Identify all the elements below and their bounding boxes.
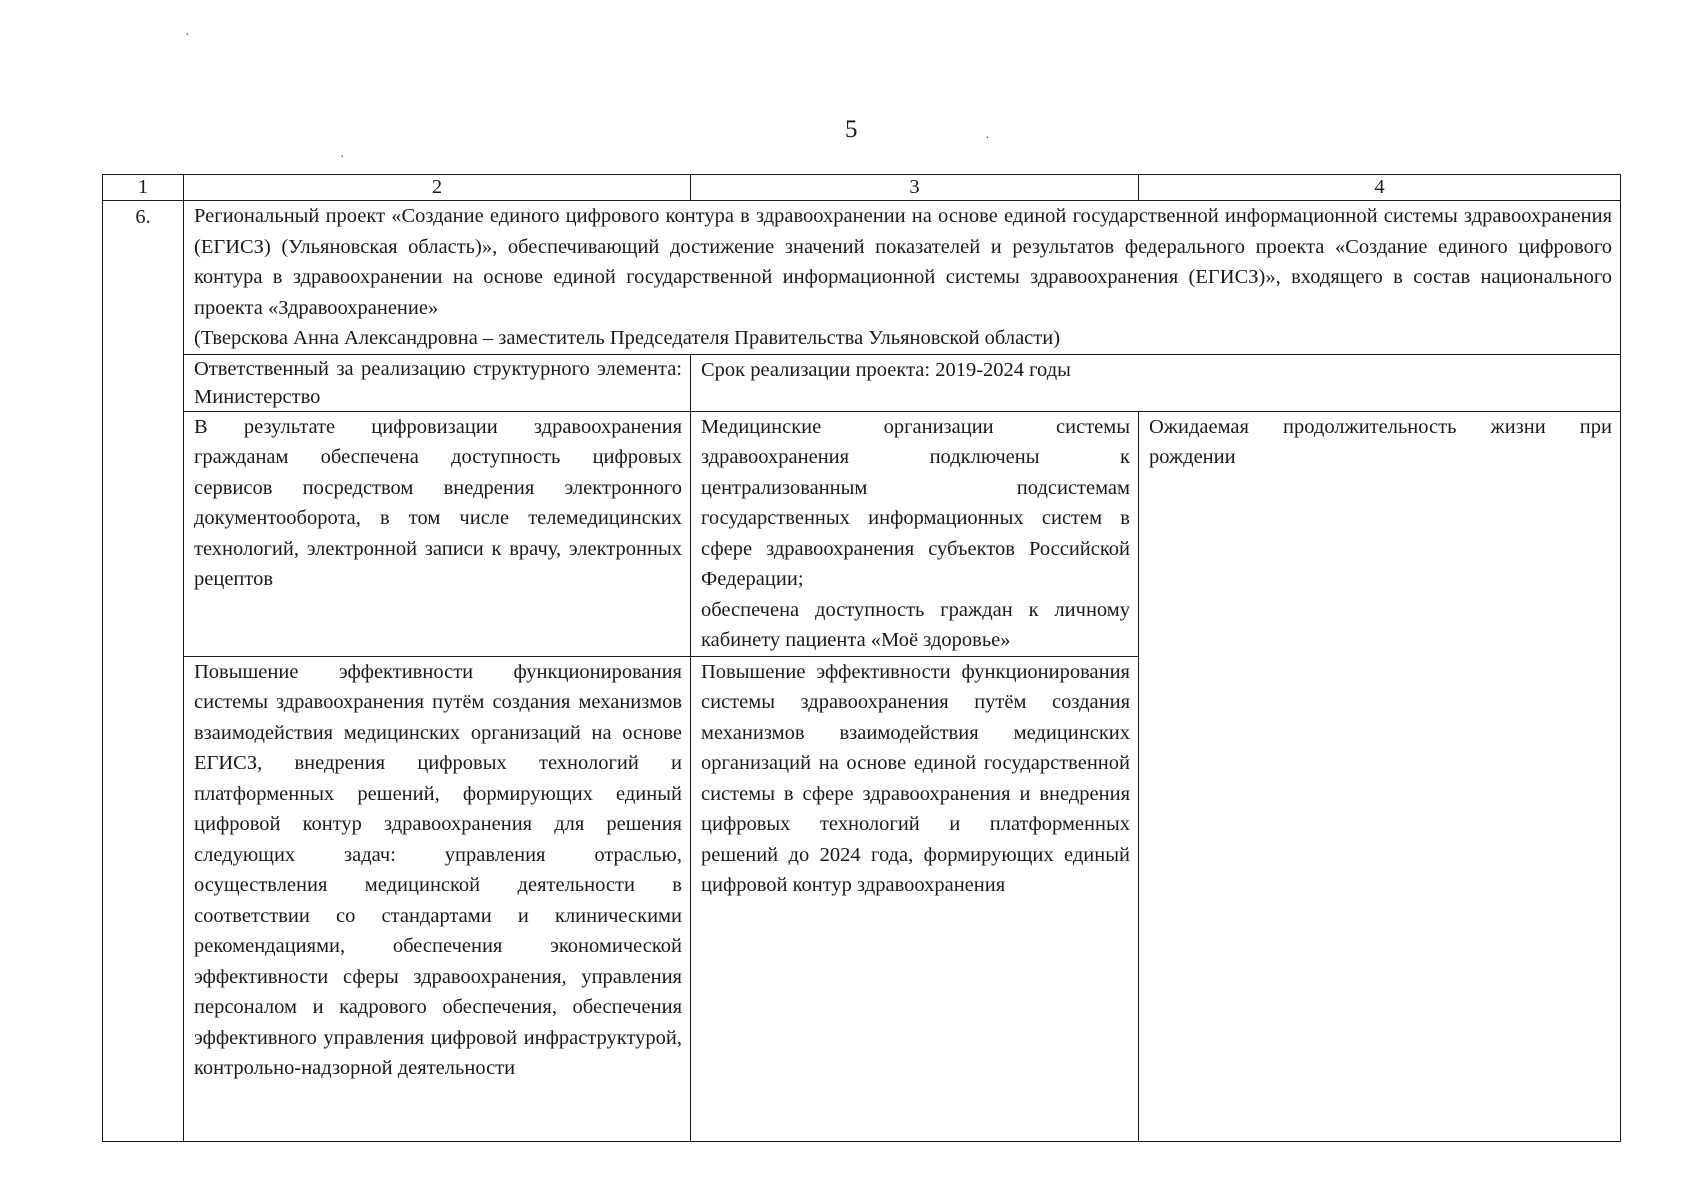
header-row (103, 175, 1621, 201)
project-table (102, 174, 1621, 1142)
scan-speck: · (185, 28, 190, 43)
table-row (103, 201, 1621, 355)
responsible-cell: Ответственный за реализацию структурного элемента: Министерство (184, 354, 691, 411)
indicator-cell: Ожидаемая продолжительность жизни при рождении (1139, 411, 1621, 1141)
scan-speck: · (985, 131, 990, 146)
task-cell-1: Повышение эффективности функционирования системы здравоохранения путём создания механизмов взаимодействия медицинских организаций на основе ЕГИСЗ, внедрения цифровых технологий и платформенных решений, формирующих единый цифровой контур здравоохранения для решения следующих задач: управления отраслью, осуществления медицинской деятельности в соответствии со стандартами и клиническими рекомендациями, обеспечения экономической эффективности сферы здравоохранения, управления персоналом и кадрового обеспечения, обеспечения эффективного управления цифровой инфраструктурой, контрольно-надзорной деятельности (184, 656, 691, 1141)
result-cell-1: В результате цифровизации здравоохранения гражданам обеспечена доступность цифровых сервисов посредством внедрения электронного документооборота, в том числе телемедицинских технологий, электронной записи к врачу, электронных рецептов (184, 411, 691, 656)
table-row (103, 354, 1621, 411)
header-cell-2: 2 (184, 175, 691, 201)
table-row (103, 411, 1621, 656)
row-number: 6. (103, 201, 184, 1142)
header-cell-3: 3 (691, 175, 1139, 201)
header-cell-1: 1 (103, 175, 184, 201)
result-cell-2: Медицинские организации системы здравоохранения подключены к централизованным подсистемам государственных информационных систем в сфере здравоохранения субъектов Российской Федерации; обеспечена доступность граждан к личному кабинету пациента «Моё здоровье» (691, 411, 1139, 656)
scan-speck: · (340, 150, 345, 165)
project-title: Региональный проект «Создание единого цифрового контура в здравоохранении на основе единой государственной информационной системы здравоохранения (ЕГИСЗ) (Ульяновская область)», обеспечивающий достижение значений показателей и результатов федерального проекта «Создание единого цифрового контура в здравоохранении на основе единой государственной информационной системы здравоохранения (ЕГИСЗ)», входящего в состав национального проекта «Здравоохранение» (Тверскова Анна Александровна – заместитель Председателя Правительства Ульяновской области) (184, 201, 1621, 355)
period-cell: Срок реализации проекта: 2019-2024 годы (691, 354, 1621, 411)
task-cell-2: Повышение эффективности функционирования системы здравоохранения путём создания механизмов взаимодействия медицинских организаций на основе единой государственной системы в сфере здравоохранения и внедрения цифровых технологий и платформенных решений до 2024 года, формирующих единый цифровой контур здравоохранения (691, 656, 1139, 1141)
page-number: 5 (845, 116, 858, 143)
header-cell-4: 4 (1139, 175, 1621, 201)
